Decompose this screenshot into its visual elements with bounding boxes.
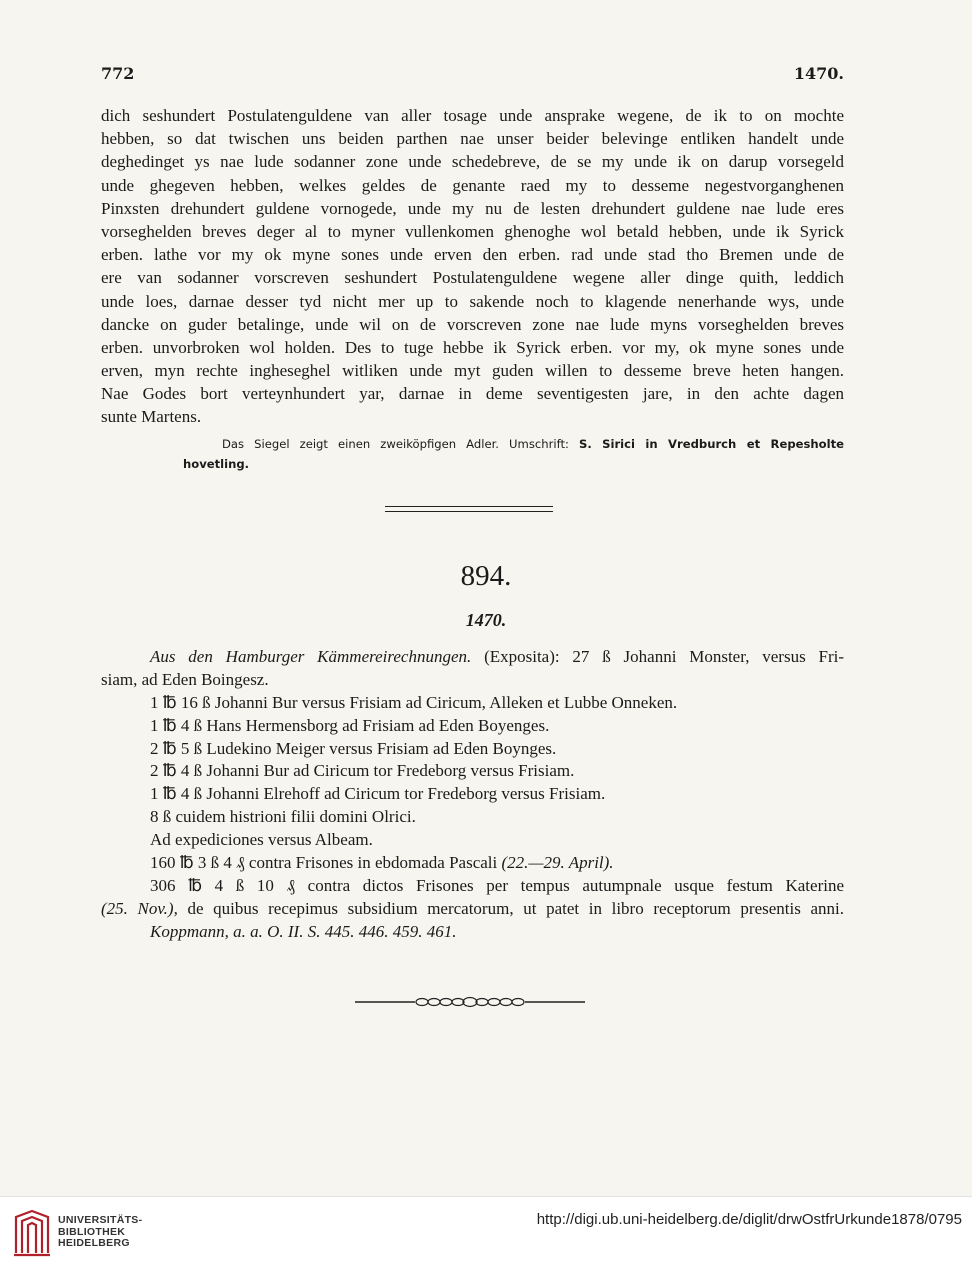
entry-date: (25. Nov.),	[101, 898, 178, 918]
reference: Koppmann, a. a. O. II. S. 445. 446. 459. 461.	[150, 921, 457, 941]
charter-text	[101, 104, 844, 429]
page-number: 772	[101, 64, 135, 83]
text-line: ere van sodanner vorscreven seshundert Postulatenguldene wegene aller dinge quith, leddich	[101, 268, 844, 288]
list-item: 8 ß cuidem histrioni filii domini Olrici.	[150, 807, 416, 827]
list-item: 1 ℔ 4 ß Hans Hermensborg ad Frisiam ad Eden Boyenges.	[150, 715, 550, 735]
entry-text: de quibus recepimus subsidium mercatorum, ut patet in libro receptorum presentis anni.	[187, 898, 844, 918]
ornament-divider	[355, 994, 585, 1010]
source-url[interactable]: http://digi.ub.uni-heidelberg.de/diglit/drwOstfrUrkunde1878/0795	[536, 1211, 962, 1228]
seal-note	[101, 434, 844, 474]
list-item: 1 ℔ 16 ß Johanni Bur versus Frisiam ad Ciricum, Alleken et Lubbe Onneken.	[150, 692, 678, 712]
text-line: hebben, so dat twischen uns beiden parthen nae unser beider belevinge entliken handelt unde	[101, 129, 844, 149]
footer-bar	[0, 1196, 972, 1267]
section-divider	[385, 506, 553, 512]
text-line: dich seshundert Postulatenguldene van aller tosage unde ansprake wegene, de ik to on mochte	[101, 106, 844, 125]
running-header-year: 1470.	[793, 64, 844, 83]
text-line: Pinxsten drehundert guldene vornogede, unde my nu de lesten drehundert guldene nae lude eres	[101, 198, 844, 218]
list-item: 1 ℔ 4 ß Johanni Elrehoff ad Ciricum tor Fredeborg versus Frisiam.	[150, 784, 606, 804]
text-line	[101, 898, 844, 921]
text-line: erben. unvorbroken wol holden. Des to tuge hebbe ik Syrick erben. vor my, ok myne sones unde	[101, 337, 844, 357]
document-year: 1470.	[465, 610, 507, 630]
accounts-text	[101, 646, 844, 944]
text-line: erven, myn rechte ingheseghel witliken unde myt guden willen to desseme breve heten hangen.	[101, 361, 844, 381]
text-line: siam, ad Eden Boingesz.	[101, 669, 269, 689]
list-item	[101, 852, 844, 875]
source-title: Aus den Hamburger Kämmereirechnungen.	[150, 647, 472, 666]
document-number: 894.	[460, 560, 512, 592]
list-item: 306 ℔ 4 ß 10 ₰ contra dictos Frisones per tempus autumpnale usque festum Katerine	[150, 875, 844, 895]
text-line	[101, 646, 844, 669]
entry-date: (22.—29. April).	[501, 853, 614, 873]
text-line: vorseghelden breves deger al to myner vullenkomen ghenoghe wol betald hebben, unde ik Syrick	[101, 221, 844, 241]
text-line: erben. lathe vor my ok myne sones unde erven den erben. rad unde stad tho Bremen unde de	[101, 245, 844, 265]
list-item: Ad expediciones versus Albeam.	[150, 830, 373, 850]
text-line: Nae Godes bort verteynhundert yar, darnae in deme seventigesten jare, in den achte dagen	[101, 384, 844, 404]
list-item: 2 ℔ 5 ß Ludekino Meiger versus Frisiam ad Eden Boynges.	[150, 738, 557, 758]
text-line: unde loes, darnae desser tyd nicht mer up to sakende noch to klagende nenerhande wys, unde	[101, 291, 844, 311]
text-line: deghedinget ys nae lude sodanner zone unde schedebreve, de se my unde ik on darup vorsegeld	[101, 152, 844, 172]
library-logo-icon	[12, 1209, 52, 1257]
list-item: 2 ℔ 4 ß Johanni Bur ad Ciricum tor Fredeborg versus Frisiam.	[150, 761, 575, 781]
text-line: sunte Martens.	[101, 407, 202, 427]
seal-intro: Das Siegel zeigt einen zweiköpfigen Adler. Umschrift:	[222, 437, 569, 451]
seal-legend-end: hovetling.	[183, 457, 250, 471]
entry-text: 160 ℔ 3 ß 4 ₰ contra Frisones in ebdomada Pascali	[150, 853, 498, 873]
seal-legend: S. Sirici in Vredburch et Repesholte	[578, 437, 844, 451]
seal-note-line	[101, 434, 844, 454]
text-line: dancke on guder betalinge, unde wil on de vorscreven zone nae lude myns vorseghelden breves	[101, 314, 844, 334]
first-line-rest: (Exposita): 27 ß Johanni Monster, versus Fri-	[484, 647, 845, 666]
library-name: UNIVERSITÄTS- BIBLIOTHEK HEIDELBERG	[58, 1214, 143, 1249]
text-line: unde ghegeven hebben, welkes geldes de genante raed my to desseme negestvorganghenen	[101, 175, 844, 195]
